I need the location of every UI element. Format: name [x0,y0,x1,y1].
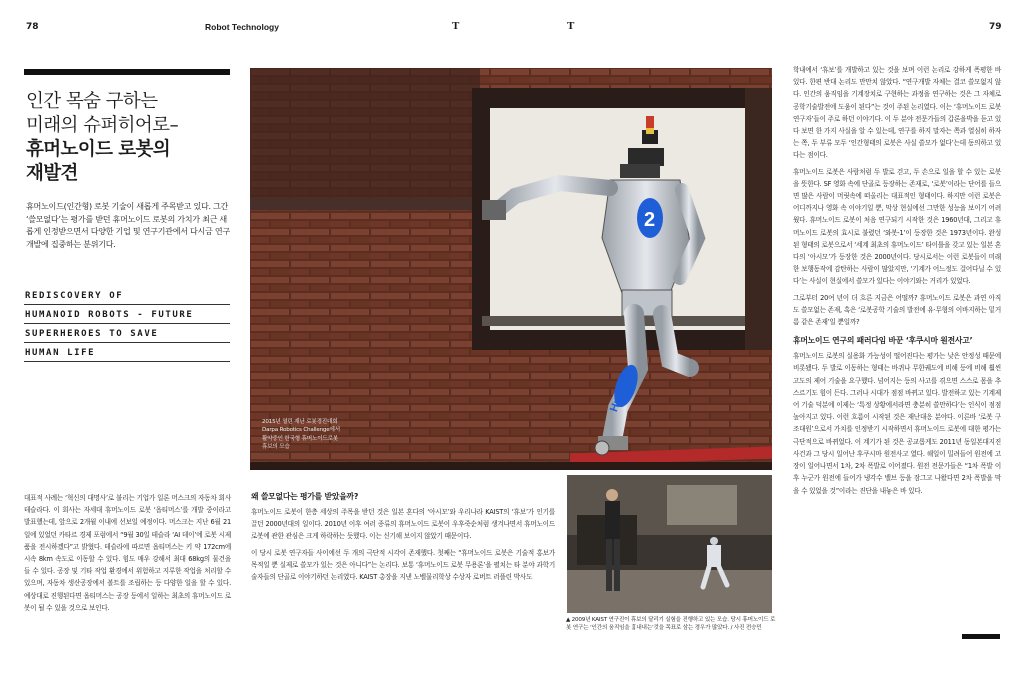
col2-subheading: 왜 쓸모없다는 평가를 받았을까? [251,492,359,501]
english-title-line-1: REDISCOVERY OF [24,288,230,305]
col3-paragraph-3: 그로부터 20여 년이 더 흐른 지금은 어떨까? 휴머노이드 로봇은 과연 아직도 쓸모없는 존재, 혹은 ‘로봇공학 기술의 발전에 유·무형의 이바지하는 밑거름 같은 존재’일 뿐일까? [793,293,1001,327]
caption1-line-3: 활약중인 한국형 휴머노이드로봇 [262,435,339,442]
col2-paragraph-2: 이 당시 로봇 연구자들 사이에선 두 개의 극단적 시각이 존재했다. 첫째는 “휴머노이드 로봇은 기술적 홍보가 목적일 뿐 실제로 쓸모가 있는 것은 아니다”는 논리다. 보통 ‘휴머노이드 로봇 무용론’을 펼치는 타 분야 과학기술자들의 단골로 이야기하던 논리였다. KAIST 총장을 지낸 노벨물리학상 수상자 로버트 러플린 박사도 [251,548,555,582]
article-end-mark [962,634,1000,639]
caption1-line-4: 휴보의 모습 [262,444,290,451]
page-number-left: 78 [26,22,39,32]
title-line-2: 미래의 슈퍼히어로– [26,115,179,136]
caption1-line-2: Darpa Robotics Challenge에서 [262,427,340,434]
col1-paragraph: 대표적 사례는 ‘혁신의 대명사’로 불리는 기업가 일론 머스크의 자동차 회사 테슬라다. 이 회사는 자세대 휴머노이드 로봇 ‘옵티머스’를 개발 중이라고 발표했는데, 앞으로 2개월 이내에 선보일 예정이다. 머스크는 지난 6월 21일에 있었던 카타르 경제 포럼에서 “9월 30일 테슬라 ‘AI 데이’에 로봇 시제품을 전시하겠다”고 밝혔다. 테슬라에 따르면 옵티머스는 키 약 172cm에 시속 8km 속도로 이동할 수 있다. 힘도 매우 강해서 최대 68kg의 물건을 들 수 있다. 공장 및 기타 작업 환경에서 위험하고 지루한 작업을 처리할 수 있으며, 자동차 생산공장에서 볼트를 조립하는 등 다양한 일을 할 수 있다. 예상대로 진행된다면 옵티머스는 공장 등에서 일하는 최초의 휴머노이드 로봇이 될 수 있을 것으로 보인다. [24,494,231,612]
photo2-caption: ▲ 2009년 KAIST 연구진이 휴보의 달리기 실험을 진행하고 있는 모습. 당시 휴머노이드 로봇 연구는 ‘인간의 움직임을 흉내내는’것을 목표로 삼는 경우가 많았다. / 사진 전승민 [566,617,776,632]
title-line-3: 휴머노이드 로봇의 [26,139,171,160]
column-1 [24,492,231,618]
column-3 [793,64,1001,501]
robot-illustration [250,68,772,470]
title-line-4: 재발견 [26,163,78,184]
english-title-line-3: SUPERHEROES TO SAVE [24,326,230,343]
col3-subheading: 휴머노이드 연구의 패러다임 바꾼 ‘후쿠시마 원전사고’ [793,336,973,346]
robot-brand-label: Hubo [608,382,629,414]
col2-paragraph-1: 휴머노이드 로봇이 한층 세상의 주목을 받던 것은 일본 혼다의 ‘아시모’와 우리나라 KAIST의 ‘휴보’가 인기를 끌던 2000년대의 일이다. 2010년 이후 여러 종류의 휴머노이드 로봇이 우후죽순처럼 생겨나면서 휴머노이드 로봇에 관한 관심은 크게 하락하는 듯했다. 이는 신기해 보이지 않았기 때문이다. [251,508,555,541]
title-top-rule [24,69,230,75]
col3-paragraph-1: 학내에서 ‘휴보’를 개발하고 있는 것을 보며 이런 논리로 강하게 폭평한 바 있다. 한편 반대 논리도 만만치 않았다. “연구개발 자체는 결코 쓸모없지 않다. 인간의 움직임을 기계장치로 구현하는 과정을 연구하는 것은 그 자체로 공학기술발전에 도움이 된다”는 것이 주된 논리였다. 이는 ‘휴머노이드 로봇 연구자’들이 주로 하던 이야기다. 이 두 분야 전문가들의 갑론을박을 듣고 있다 보면 한 가지 사실을 알 수 있는데, 연구를 하지 말자는 쪽과 열심히 하자는 쪽, 두 부류 모두 ‘인간형태의 로봇은 사실 쓸모가 없다’는데 동의하고 있다는 점이다. [793,66,1001,160]
main-photo-hubo-robot [250,68,772,470]
caption1-line-1: 2015년 열린 재난 로봇경진대회 [262,419,338,425]
running-title: Robot Technology [205,22,279,32]
article-lede: 휴머노이드(인간형) 로봇 기술이 새롭게 주목받고 있다. 그간 ‘쓸모없다’는 평가를 받던 휴머노이드 로봇의 가치가 최근 새롭게 인정받으면서 다양한 기업 및 연구기관에서 다시금 연구개발에 집중하는 분위기다. [26,201,230,249]
page-number-right: 79 [989,22,1002,32]
english-title-line-4: HUMAN LIFE [24,345,230,362]
header-mark-right: T [567,20,575,32]
col3-paragraph-2: 휴머노이드 로봇은 사람처럼 두 발로 걷고, 두 손으로 일을 할 수 있는 로봇을 뜻한다. SF 영화 속에 단골로 등장하는 존재로, ‘로봇’이라는 단어를 들으면 많은 사람이 머릿속에 떠올리는 대표적인 형태이다. 하지만 이런 로봇은 어디까지나 영화 속 이야기일 뿐, 막상 현실에선 그만한 성능을 보이기 어려웠다. 휴머노이드 로봇이 처음 연구되기 시작한 것은 1960년대, 그리고 휴머노이드 로봇의 효시로 불렸던 ‘와봇-1’이 등장한 것은 1973년이다. 완성된 형태의 로봇으로서 ‘세계 최초의 휴머노이드’ 타이틀을 갖고 있는 일본 혼다의 ‘아시모’가 등장한 것은 2000년이다. 당시로서는 이런 로봇들이 미래 한 보행동작에 감탄하는 사람이 많았지만, ‘기계가 어느정도 걸어다닐 수 있다’는 사실이 현실에서 쓸모가 있다는 이야기와는 거리가 있었다. [793,167,1001,286]
title-line-1: 인간 목숨 구하는 [26,91,158,112]
header-mark-left: T [452,20,460,32]
lab-scene [567,475,772,613]
robot-number-label: 2 [644,209,656,231]
article-title [26,90,231,186]
col3-paragraph-4: 휴머노이드 로봇의 실용화 가능성이 떨어진다는 평가는 낮은 안정성 때문에 비롯됐다. 두 발로 이동하는 형태는 바퀴나 무한궤도에 비해 등에 비해 훨씬 고도의 제어 기술을 요구했다. 넘어지는 등의 사고를 겪으면 스스로 몸을 추스르기도 힘이 든다. 그러나 시대가 점점 바뀌고 있다. 발전하고 있는 기계제어 기술 덕분에 이제는 ‘특정 상황에서라면 충분히 쓸만하다’는 인식이 점점 높아지고 있다. 이런 흐름이 시작된 것은 재난대응 분야다. 이른바 ‘로봇 구조대원’으로서 가치를 인정받기 시작하면서 휴머노이드 로봇에 대한 평가는 극단적으로 바뀌었다. 이 계기가 된 것은 공교롭게도 2011년 동일본대지진 사건과 그 당시 일어난 후쿠시마 원전사고 였다. 해일이 밀려들어 원전에 고장이 일어나면서 1차, 2차 폭발로 이어졌다. 원전 전문가들은 “1차 폭발 이후 누군가 원전에 들어가 냉각수 밸브 등을 잠그고 나왔다면 2차 폭발을 막을 수 있었을 것”이라는 진단을 내놓은 바 있다. [793,352,1001,495]
photo1-caption [262,418,340,452]
english-title-line-2: HUMANOID ROBOTS - FUTURE [24,307,230,324]
secondary-photo-hubo-running-test [567,475,772,613]
column-2 [251,490,555,587]
